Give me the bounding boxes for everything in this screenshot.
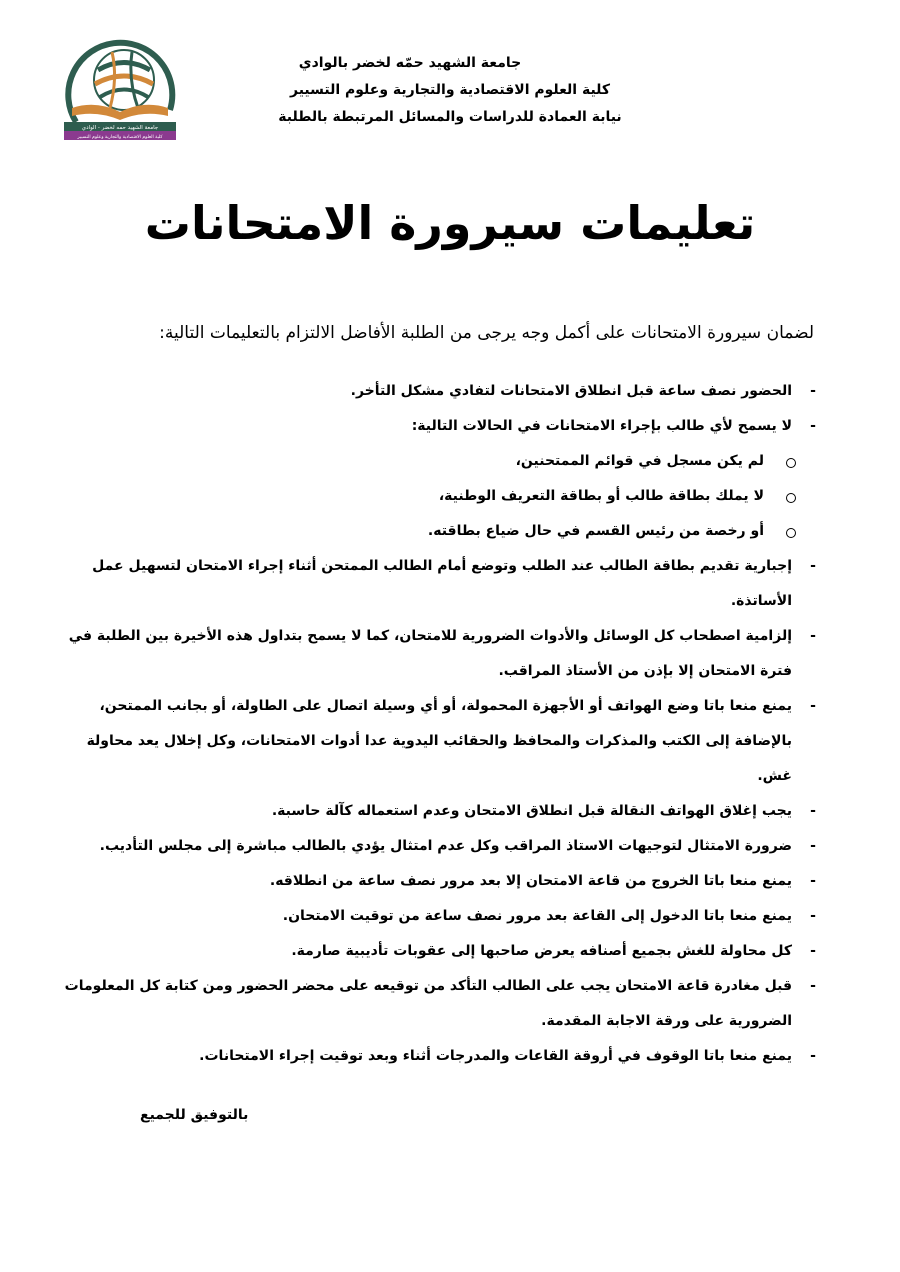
sub-item-text: لا يملك بطاقة طالب أو بطاقة التعريف الوطنية،	[438, 488, 764, 504]
instructions-list	[52, 374, 822, 1074]
dash-bullet-icon: -	[810, 908, 816, 924]
university-logo-icon	[58, 30, 182, 144]
dash-bullet-icon: -	[810, 1048, 816, 1064]
logo-text-line1: جامعة الشهيد حمه لخضر - الوادي	[81, 125, 159, 131]
office-name: نيابة العمادة للدراسات والمسائل المرتبطة بالطلبة	[278, 109, 622, 125]
intro-text: لضمان سيرورة الامتحانات على أكمل وجه يرجى من الطلبة الأفاضل الالتزام بالتعليمات التالية:	[159, 323, 814, 343]
dash-bullet-icon: -	[810, 558, 816, 574]
sub-item-text: لم يكن مسجل في قوائم الممتحنين،	[515, 453, 764, 469]
sub-item	[52, 479, 822, 514]
circle-bullet-icon	[786, 458, 796, 468]
faculty-name: كلية العلوم الاقتصادية والتجارية وعلوم التسيير	[289, 82, 611, 98]
sub-item	[52, 514, 822, 549]
sub-item	[52, 444, 822, 479]
instruction-item	[52, 899, 822, 934]
instruction-text: إلزامية اصطحاب كل الوسائل والأدوات الضرورية للامتحان، كما لا يسمح بتداول هذه الأخيرة بين الطلبة في فترة الامتحان إلا بإذن من الأستاذ المراقب.	[68, 628, 792, 679]
sub-list	[52, 444, 822, 549]
instruction-item	[52, 374, 822, 409]
instruction-item	[52, 934, 822, 969]
instruction-item	[52, 1039, 822, 1074]
instruction-item	[52, 549, 822, 619]
instruction-text: لا يسمح لأي طالب بإجراء الامتحانات في الحالات التالية:	[411, 418, 792, 434]
instruction-text: يمنع منعا باتا وضع الهواتف أو الأجهزة المحمولة، أو أي وسيلة اتصال على الطاولة، أو بجانب الممتحن، بالإضافة إلى الكتب والمذكرات والمحافظ والحقائب اليدوية عدا أدوات الامتحانات، وكل إخلال يعد محاولة غش.	[86, 698, 792, 784]
university-name: جامعة الشهيد حمّه لخضر بالوادي	[298, 55, 522, 71]
sub-item-text: أو رخصة من رئيس القسم في حال ضياع بطاقته.	[427, 523, 764, 539]
dash-bullet-icon: -	[810, 803, 816, 819]
instruction-text: يمنع منعا باتا الدخول إلى القاعة بعد مرور نصف ساعة من توقيت الامتحان.	[282, 908, 792, 924]
instruction-text: يجب إغلاق الهواتف النقالة قبل انطلاق الامتحان وعدم استعماله كآلة حاسبة.	[271, 803, 792, 819]
instruction-item	[52, 794, 822, 829]
dash-bullet-icon: -	[810, 838, 816, 854]
instruction-item	[52, 409, 822, 444]
instruction-text: قبل مغادرة قاعة الامتحان يجب على الطالب التأكد من توقيعه على محضر الحضور ومن كتابة كل المعلومات الضرورية على ورقة الاجابة المقدمة.	[64, 978, 792, 1029]
instruction-text: ضرورة الامتثال لتوجيهات الاستاذ المراقب وكل عدم امتثال يؤدي بالطالب مباشرة إلى مجلس التأديب.	[99, 838, 792, 854]
closing-text: بالتوفيق للجميع	[140, 1107, 249, 1123]
instruction-item	[52, 829, 822, 864]
circle-bullet-icon	[786, 528, 796, 538]
circle-bullet-icon	[786, 493, 796, 503]
instruction-text: الحضور نصف ساعة قبل انطلاق الامتحانات لتفادي مشكل التأخر.	[350, 383, 792, 399]
dash-bullet-icon: -	[810, 628, 816, 644]
dash-bullet-icon: -	[810, 383, 816, 399]
instruction-text: يمنع منعا باتا الخروج من قاعة الامتحان إلا بعد مرور نصف ساعة من انطلاقه.	[269, 873, 792, 889]
logo-text-line2: كلية العلوم الاقتصادية والتجارية وعلوم التسيير	[77, 135, 163, 140]
dash-bullet-icon: -	[810, 943, 816, 959]
instruction-item	[52, 969, 822, 1039]
dash-bullet-icon: -	[810, 418, 816, 434]
instruction-text: يمنع منعا باتا الوقوف في أروقة القاعات والمدرجات أثناء وبعد توقيت إجراء الامتحانات.	[199, 1048, 792, 1064]
instruction-item	[52, 689, 822, 794]
instruction-item	[52, 864, 822, 899]
instruction-item	[52, 619, 822, 689]
instruction-text: إجبارية تقديم بطاقة الطالب عند الطلب وتوضع أمام الطالب الممتحن أثناء إجراء الامتحان لتسهيل عمل الأساتذة.	[92, 558, 792, 609]
page-title: تعليمات سيرورة الامتحانات	[144, 196, 756, 250]
dash-bullet-icon: -	[810, 978, 816, 994]
instruction-text: كل محاولة للغش بجميع أصنافه يعرض صاحبها إلى عقوبات تأديبية صارمة.	[291, 943, 792, 959]
dash-bullet-icon: -	[810, 873, 816, 889]
dash-bullet-icon: -	[810, 698, 816, 714]
document-header	[230, 52, 670, 133]
